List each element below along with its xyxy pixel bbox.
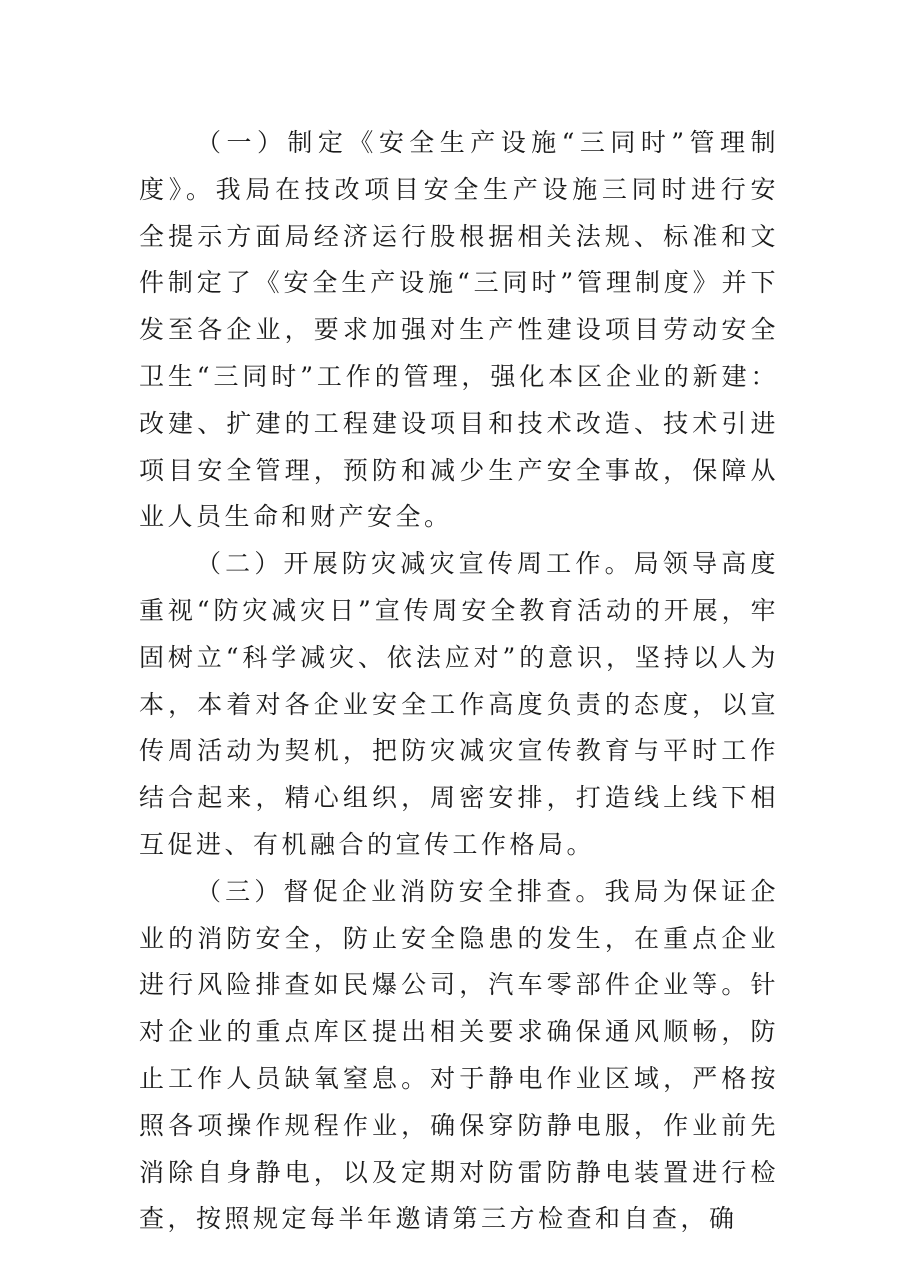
paragraph-2: （二）开展防灾减灾宣传周工作。局领导高度重视“防灾减灾日”宣传周安全教育活动的开展，牢固树立“科学减灾、依法应对”的意识，坚持以人为本，本着对各企业安全工作高度负责的态度，以宣传周活动为契机，把防灾减灾宣传教育与平时工作结合起来，精心组织，周密安排，打造线上线下相互促进、有机融合的宣传工作格局。 [139,549,779,859]
paragraph-1: （一）制定《安全生产设施“三同时”管理制度》。我局在技改项目安全生产设施三同时进行安全提示方面局经济运行股根据相关法规、标准和文件制定了《安全生产设施“三同时”管理制度》并下发至各企业，要求加强对生产性建设项目劳动安全卫生“三同时”工作的管理，强化本区企业的新建：改建、扩建的工程建设项目和技术改造、技术引进项目安全管理，预防和减少生产安全事故，保障从业人员生命和财产安全。 [139,128,779,532]
document-body [139,120,779,1243]
paragraph-3: （三）督促企业消防安全排查。我局为保证企业的消防安全，防止安全隐患的发生，在重点企业进行风险排查如民爆公司，汽车零部件企业等。针对企业的重点库区提出相关要求确保通风顺畅，防止工作人员缺氧窒息。对于静电作业区域，严格按照各项操作规程作业，确保穿防静电服，作业前先消除自身静电，以及定期对防雷防静电装置进行检查，按照规定每半年邀请第三方检查和自查，确 [139,876,779,1234]
